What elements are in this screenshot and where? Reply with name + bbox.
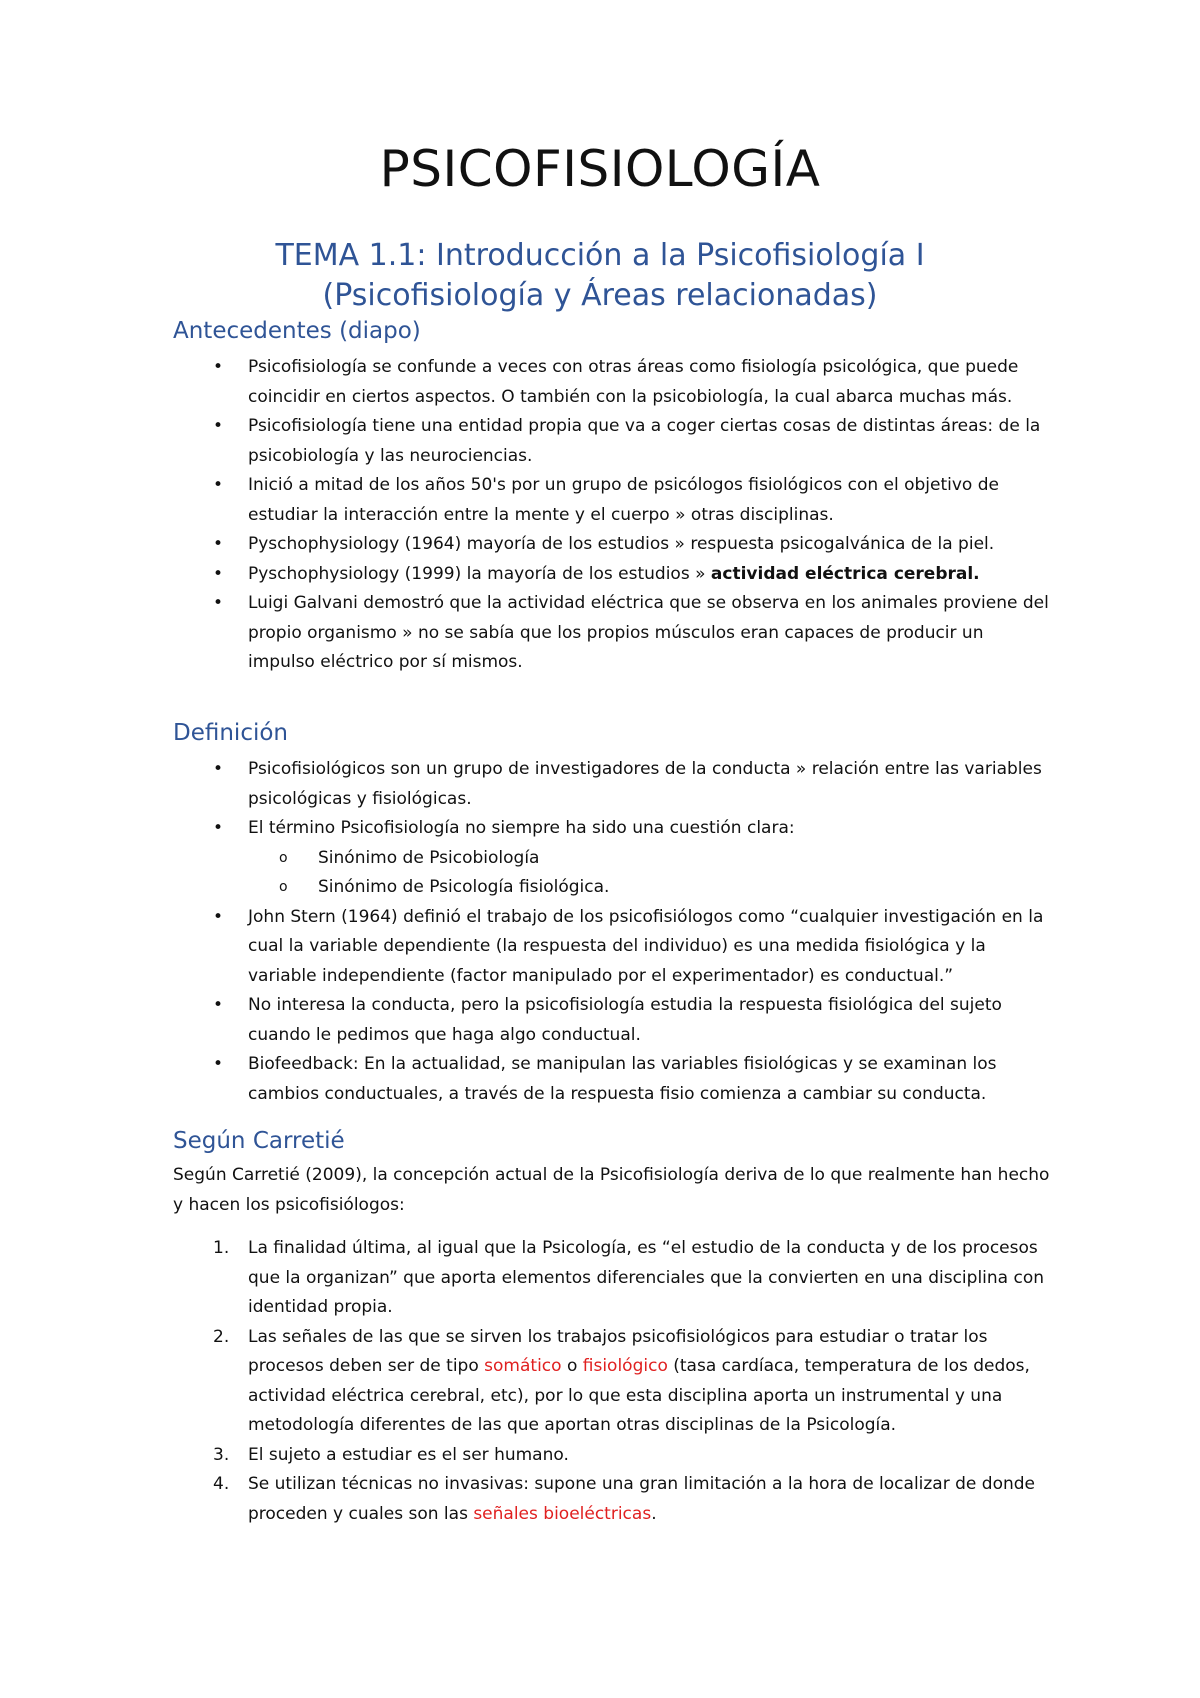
list-item: • Psicofisiológicos son un grupo de investigadores de la conducta » relación entre las variables psicológicas y fisiológicas. [173, 755, 1053, 814]
definicion-list-block [173, 755, 1053, 1109]
numbered-item [173, 1323, 1053, 1441]
highlight-red-text: señales bioeléctricas [473, 1503, 652, 1524]
subtitle-line-1: TEMA 1.1: Introducción a la Psicofisiología I [275, 238, 925, 273]
list-item: • Pyschophysiology (1964) mayoría de los estudios » respuesta psicogalvánica de la piel. [173, 530, 1053, 560]
item-text: (tasa cardíaca, temperatura de los dedos, actividad eléctrica cerebral, etc), por lo que esta disciplina aporta un instrumental y una metodología diferentes de las que aportan otras disciplinas de la Psicología. [248, 1356, 1030, 1435]
definicion-list [173, 755, 1053, 844]
item-number: 3. [213, 1444, 230, 1465]
highlight-red-text: somático [484, 1356, 562, 1376]
list-item-text: Pyschophysiology (1999) la mayoría de los estudios » [248, 563, 711, 584]
item-number: 4. [213, 1474, 230, 1494]
list-item: • Psicofisiología se confunde a veces con otras áreas como fisiología psicológica, que puede coincidir en ciertos aspectos. O también con la psicobiología, la cual abarca muchas más. [173, 353, 1053, 412]
carretie-numbered-list [173, 1234, 1053, 1529]
item-text: Se utilizan técnicas no invasivas: supone una gran limitación a la hora de localizar de donde proceden y cuales son las [248, 1474, 1035, 1524]
document-subtitle [0, 236, 1200, 316]
item-text: o [561, 1356, 583, 1376]
heading-carretie: Según Carretié [173, 1128, 345, 1154]
list-item: • Inició a mitad de los años 50's por un grupo de psicólogos fisiológicos con el objetivo de estudiar la interacción entre la mente y el cuerpo » otras disciplinas. [173, 471, 1053, 530]
definicion-sublist [173, 844, 1053, 903]
sublist-item: o Sinónimo de Psicobiología [173, 844, 1053, 874]
heading-definicion: Definición [173, 720, 288, 746]
definicion-list-continued [173, 903, 1053, 1110]
item-text: El sujeto a estudiar es el ser humano. [248, 1444, 569, 1465]
antecedentes-list [173, 353, 1053, 678]
numbered-item [173, 1441, 1053, 1471]
highlight-red-text: fisiológico [582, 1356, 668, 1376]
list-item: • Luigi Galvani demostró que la actividad eléctrica que se observa en los animales proviene del propio organismo » no se sabía que los propios músculos eran capaces de producir un impulso eléctrico por sí mismos. [173, 589, 1053, 678]
carretie-intro: Según Carretié (2009), la concepción actual de la Psicofisiología deriva de lo que realmente han hecho y hacen los psicofisiólogos: [173, 1165, 1050, 1215]
numbered-item [173, 1470, 1053, 1529]
list-item: • El término Psicofisiología no siempre ha sido una cuestión clara: [173, 814, 1053, 844]
carretie-block [173, 1161, 1053, 1529]
item-text: . [651, 1503, 657, 1524]
list-item: • Psicofisiología tiene una entidad propia que va a coger ciertas cosas de distintas áreas: de la psicobiología y las neurociencias. [173, 412, 1053, 471]
sublist-item: o Sinónimo de Psicología fisiológica. [173, 873, 1053, 903]
item-number: 2. [213, 1326, 230, 1347]
list-item: • John Stern (1964) definió el trabajo de los psicofisiólogos como “cualquier investigación en la cual la variable dependiente (la respuesta del individuo) es una medida fisiológica y la variable independiente (factor manipulado por el experimentador) es conductual.” [173, 903, 1053, 992]
list-item [173, 560, 1053, 590]
antecedentes-list-block [173, 353, 1053, 678]
heading-antecedentes: Antecedentes (diapo) [173, 318, 421, 344]
document-title: PSICOFISIOLOGÍA [379, 140, 821, 198]
subtitle-line-2: (Psicofisiología y Áreas relacionadas) [322, 278, 878, 313]
numbered-item [173, 1234, 1053, 1323]
list-item-bold-text: actividad eléctrica cerebral. [710, 563, 980, 584]
list-item: • Biofeedback: En la actualidad, se manipulan las variables fisiológicas y se examinan los cambios conductuales, a través de la respuesta fisio comienza a cambiar su conducta. [173, 1050, 1053, 1109]
item-text: Las señales de las que se sirven los trabajos psicofisiológicos para estudiar o tratar los procesos deben ser de tipo [248, 1326, 988, 1376]
item-number: 1. [213, 1238, 230, 1258]
item-text: La finalidad última, al igual que la Psicología, es “el estudio de la conducta y de los procesos que la organizan” que aporta elementos diferenciales que la convierten en una disciplina con identidad propia. [248, 1238, 1045, 1317]
list-item: • No interesa la conducta, pero la psicofisiología estudia la respuesta fisiológica del sujeto cuando le pedimos que haga algo conductual. [173, 991, 1053, 1050]
